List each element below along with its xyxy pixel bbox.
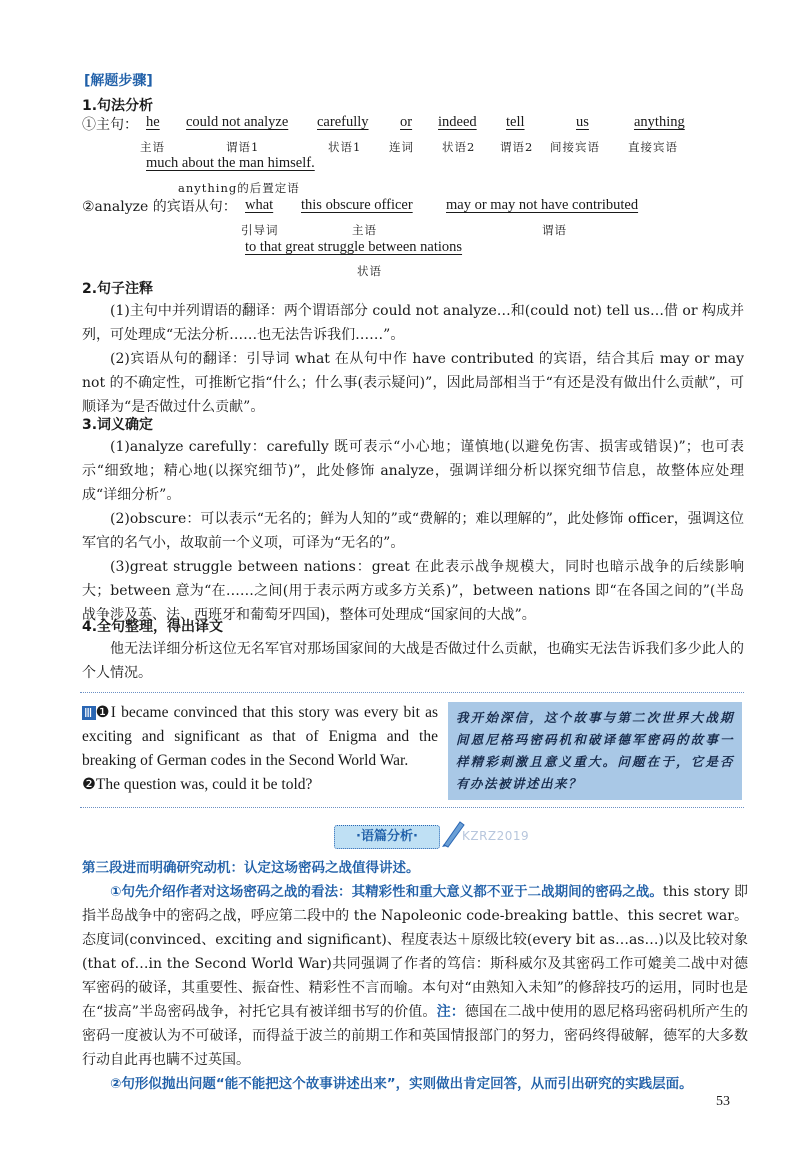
clause-label-3: 谓语: [542, 223, 567, 237]
analysis-title: ·语篇分析·: [334, 825, 440, 849]
sentence-1: I became convinced that this story was every bit as exciting and significant as that of Enigma and the breaking of German codes in the Second World War.: [82, 704, 438, 769]
main-word-5: indeed: [438, 114, 477, 130]
section-4-translation: [82, 637, 744, 685]
clause-line-2: to that great struggle between nations: [245, 239, 463, 255]
main-label-4: 连词: [389, 140, 414, 154]
page-number: 53: [716, 1094, 730, 1109]
section-3-title: 3.词义确定: [82, 417, 154, 433]
sentence-2: The question was, could it be told?: [95, 776, 313, 793]
section-2-note-2: (2)宾语从句的翻译：引导词 what 在从句中作 have contributed 的宾语，结合其后 may or may not 的不确定性，可推断它指“什么；什么事(表示疑问)”，因此局部相当于“有还是没有做出什么贡献”，可顺译为“是否做过什么贡献”。: [82, 351, 744, 415]
section-3-note-1: (1)analyze carefully：carefully 既可表示“小心地；谨慎地(以避免伤害、损害或错误)”；也可表示“细致地；精心地(以探究细节)”，此处修饰 analyze，强调详细分析以探究细节信息，故整体应处理成“详细分析”。: [82, 439, 744, 503]
divider-bottom: [80, 807, 744, 808]
clause-line-2-label: 状语: [357, 264, 382, 278]
main-clause-prefix: ①主句：: [82, 117, 138, 133]
sentence-1-marker: ❶: [95, 704, 111, 721]
clause-word-1: what: [245, 197, 274, 213]
section-2-title: 2.句子注释: [82, 281, 154, 297]
clause-prefix: ②analyze 的宾语从句：: [82, 199, 237, 215]
note-text: 德国在二战中使用的恩尼格玛密码机所产生的密码一度被认为不可破译，而得益于波兰的前期工作和英国情报部门的努力，密码终得破解，德军的大多数行动自此再也瞒不过英国。: [82, 1004, 748, 1068]
section-1-title: 1.句法分析: [82, 98, 154, 114]
main-label-2: 谓语1: [226, 140, 260, 154]
main-label-3: 状语1: [328, 140, 362, 154]
section-4-text: 他无法详细分析这位无名军官对那场国家间的大战是否做过什么贡献，也确实无法告诉我们多少此人的个人情况。: [82, 641, 744, 681]
main-label-7: 间接宾语: [550, 140, 600, 154]
analysis-sentence-1: [82, 880, 748, 1072]
analysis-body: [82, 856, 748, 1096]
main-line-2: much about the man himself.: [146, 155, 315, 171]
translation-box: 我开始深信，这个故事与第二次世界大战期间恩尼格玛密码机和破译德军密码的故事一样精彩刺激且意义重大。问题在于，它是否有办法被讲述出来？: [448, 702, 742, 800]
clause-word-2: this obscure officer: [301, 197, 413, 213]
clause-word-3: may or may not have contributed: [446, 197, 639, 213]
main-word-3: carefully: [317, 114, 369, 130]
section-3-note-3: (3)great struggle between nations：great 在此表示战争规模大，同时也暗示战争的后续影响大；between 意为“在……之间(用于表示两方或多方关系)”，between nations 即“在各国之间的”(半岛战争涉及英、法、西班牙和葡萄牙四国)，整体可处理成“国家间的大战”。: [82, 559, 744, 623]
main-word-2: could not analyze: [186, 114, 289, 130]
main-word-4: or: [400, 114, 413, 130]
section-2-note-1: (1)主句中并列谓语的翻译：两个谓语部分 could not analyze…和(could not) tell us…借 or 构成并列，可处理成“无法分析……也无法告诉我们……”。: [82, 303, 744, 343]
paragraph-numeral: Ⅲ: [84, 706, 94, 720]
sentence-2-marker: ❷: [82, 776, 96, 793]
section-3-notes: [82, 435, 744, 627]
main-line-2-label: anything的后置定语: [178, 181, 300, 195]
section-3-note-2: (2)obscure：可以表示“无名的；鲜为人知的”或“费解的；难以理解的”，此处修饰 officer，强调这位军官的名气小，故取前一个义项，可译为“无名的”。: [82, 511, 744, 551]
main-word-7: us: [576, 114, 589, 130]
section-2-notes: [82, 299, 744, 419]
watermark: KZRZ2019: [462, 829, 530, 843]
divider-top: [80, 692, 744, 693]
main-label-1: 主语: [140, 140, 165, 154]
main-label-8: 直接宾语: [628, 140, 678, 154]
main-word-6: tell: [506, 114, 525, 130]
main-word-8: anything: [634, 114, 685, 130]
analysis-1-bold: ①句先介绍作者对这场密码之战的看法：其精彩性和重大意义都不亚于二战期间的密码之战。: [110, 884, 663, 900]
passage-text: [82, 701, 438, 797]
analysis-2-bold: ②句形似抛出问题“能不能把这个故事讲述出来”，实则做出肯定回答，从而引出研究的实践层面。: [110, 1076, 693, 1092]
main-label-5: 状语2: [442, 140, 476, 154]
section-4-title: 4.全句整理，得出译文: [82, 619, 224, 635]
note-label: 注：: [436, 1004, 465, 1020]
main-word-1: he: [146, 114, 160, 130]
clause-label-1: 引导词: [241, 223, 279, 237]
main-label-6: 谓语2: [500, 140, 534, 154]
analysis-heading: 第三段进而明确研究动机：认定这场密码之战值得讲述。: [82, 860, 420, 876]
steps-title: [解题步骤]: [84, 73, 153, 89]
analysis-1-text: this story 即指半岛战争中的密码之战，呼应第二段中的 the Napoleonic code-breaking battle、this secret war。态度词(convinced、exciting and significant)、程度表达＋原级比较(every bit as…as…)以及比较对象(that of…in the Second World War)共同强调了作者的笃信：斯科威尔及其密码工作可媲美二战中对德军密码的破译，其重要性、振奋性、精彩性不言而喻。本句对“由熟知入未知”的修辞技巧的运用，同时也是在“拔高”半岛密码战争，衬托它具有被详细书写的价值。: [82, 884, 748, 1020]
clause-label-2: 主语: [352, 223, 377, 237]
